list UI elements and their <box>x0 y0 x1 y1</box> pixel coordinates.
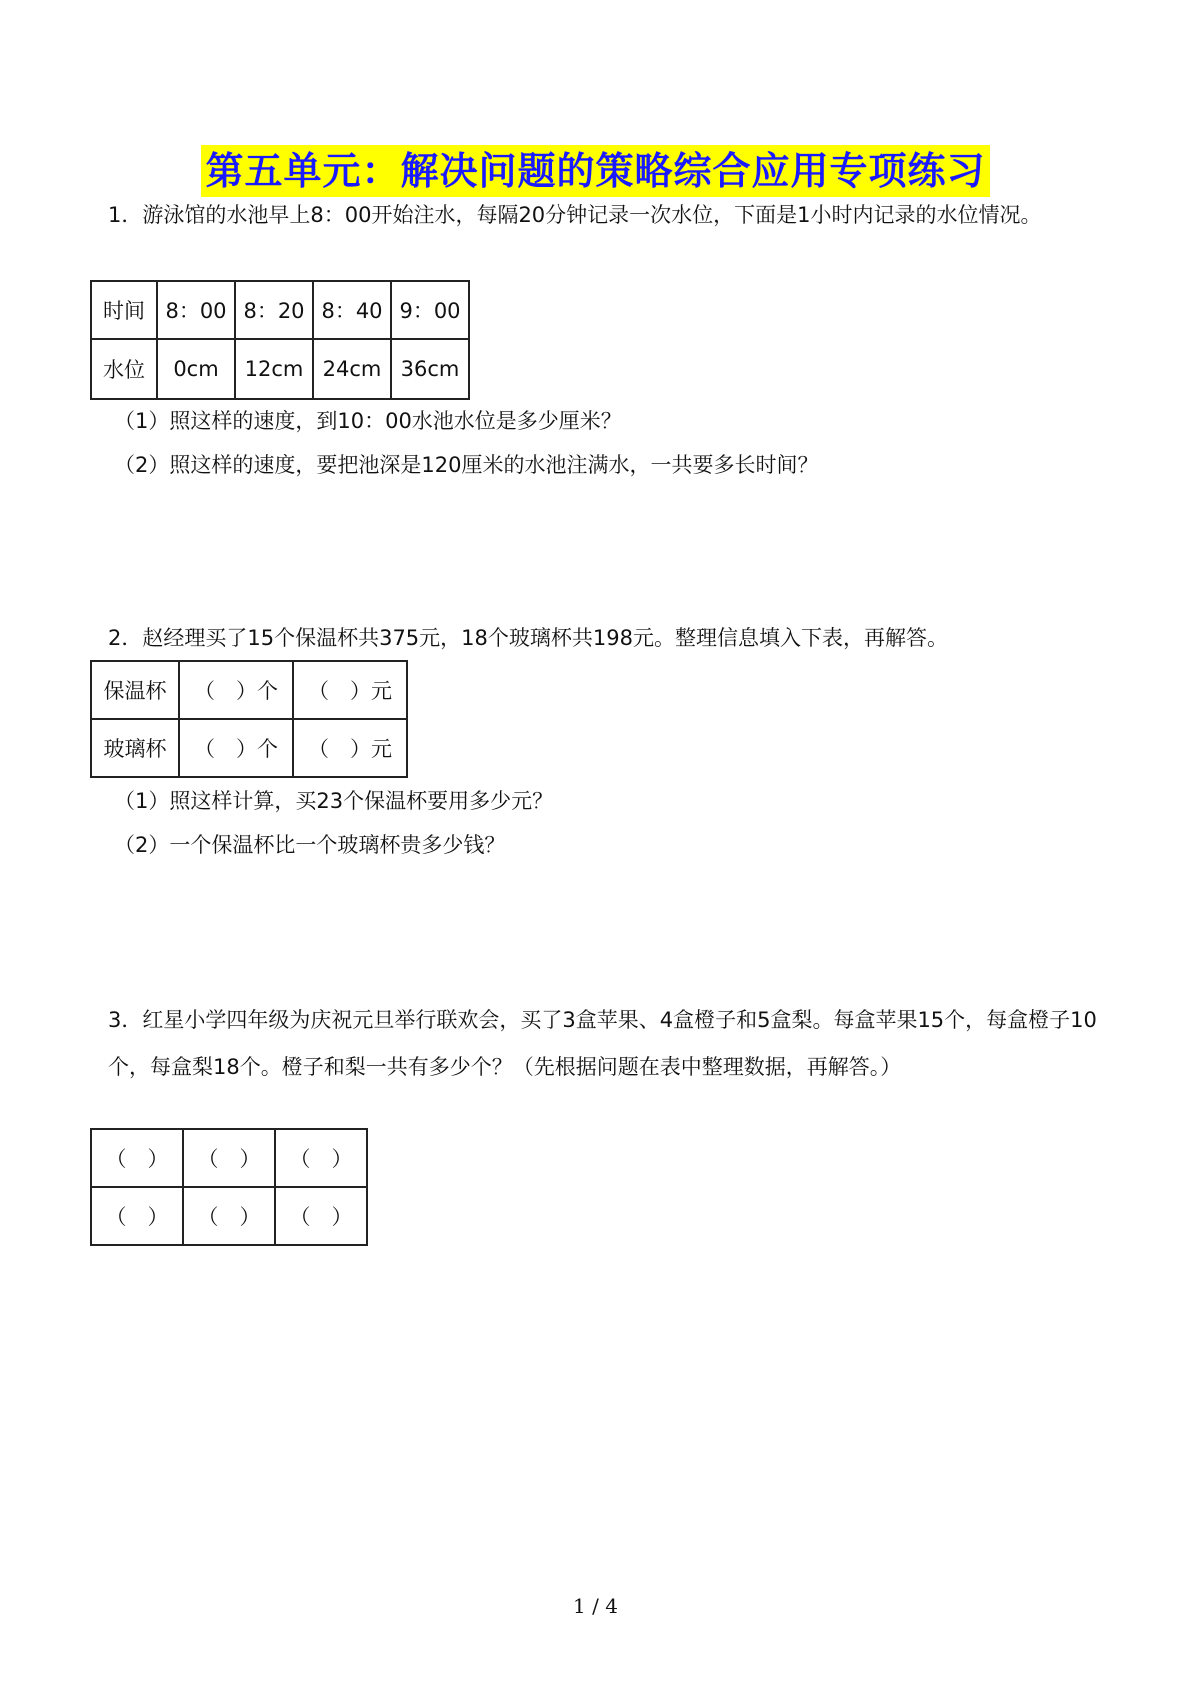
cell: 36cm <box>391 339 469 399</box>
cell: 9：00 <box>391 281 469 339</box>
question-2-text: 2．赵经理买了15个保温杯共375元，18个玻璃杯共198元。整理信息填入下表，再解答。 <box>108 626 948 650</box>
cell: （ ） <box>275 1187 367 1245</box>
cell: （ ） <box>91 1129 183 1187</box>
cell: 水位 <box>91 339 157 399</box>
cell: （ ） <box>91 1187 183 1245</box>
page-number: 1 / 4 <box>573 1594 618 1618</box>
question-1-sub-2: （2）照这样的速度，要把池深是120厘米的水池注满水，一共要多长时间？ <box>114 453 819 477</box>
cell: （ ） <box>275 1129 367 1187</box>
fruit-table <box>90 1128 368 1246</box>
cell: 8：00 <box>157 281 235 339</box>
cell: 8：20 <box>235 281 313 339</box>
cell: 12cm <box>235 339 313 399</box>
water-level-table <box>90 280 470 400</box>
cell: （ ）个 <box>179 661 293 719</box>
cell: 玻璃杯 <box>91 719 179 777</box>
cell: （ ） <box>183 1129 275 1187</box>
cell: （ ） <box>183 1187 275 1245</box>
cell: （ ）元 <box>293 719 407 777</box>
cell: 保温杯 <box>91 661 179 719</box>
question-2-sub-2: （2）一个保温杯比一个玻璃杯贵多少钱？ <box>114 833 506 857</box>
question-3-text: 3．红星小学四年级为庆祝元旦举行联欢会，买了3盒苹果、4盒橙子和5盒梨。每盒苹果15个，每盒橙子10个，每盒梨18个。橙子和梨一共有多少个？（先根据问题在表中整理数据，再解答。） <box>108 1008 1097 1079</box>
cell: （ ）元 <box>293 661 407 719</box>
cell: 8：40 <box>313 281 391 339</box>
cell: 0cm <box>157 339 235 399</box>
cell: 时间 <box>91 281 157 339</box>
page-title: 第五单元：解决问题的策略综合应用专项练习 <box>201 145 989 197</box>
question-1-sub-1: （1）照这样的速度，到10：00水池水位是多少厘米？ <box>114 409 622 433</box>
cups-table <box>90 660 408 778</box>
cell: 24cm <box>313 339 391 399</box>
cell: （ ）个 <box>179 719 293 777</box>
question-2-sub-1: （1）照这样计算，买23个保温杯要用多少元？ <box>114 789 554 813</box>
question-1-text: 1．游泳馆的水池早上8：00开始注水，每隔20分钟记录一次水位，下面是1小时内记录的水位情况。 <box>108 203 1042 227</box>
